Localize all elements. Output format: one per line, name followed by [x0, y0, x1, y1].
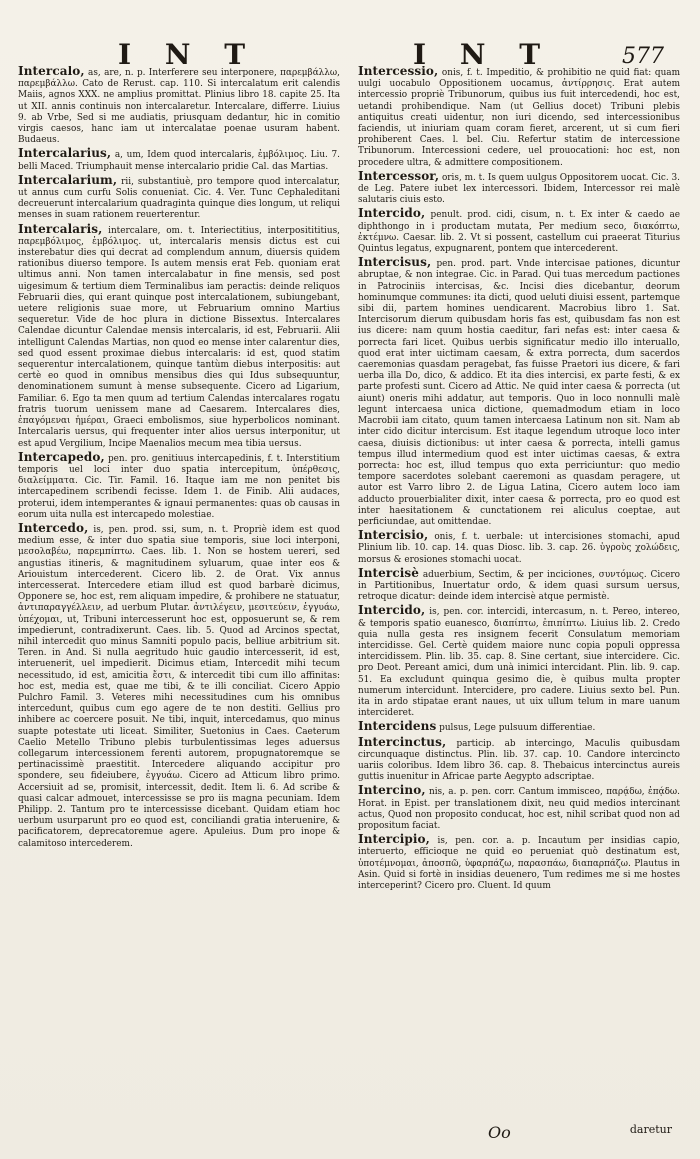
entry-lemma: Intercinctus,: [358, 734, 447, 749]
dictionary-entry: [358, 208, 680, 255]
entry-text: aduerbium, Sectim, & per inciciones, συντόμως. Cicero in Partitionibus, Inuertatur ordo, & idem quasi sursum uersus, retroque dicatur: deinde idem intercisè atque permistè.: [358, 569, 680, 603]
entry-text: pen. pro. genitiuus intercapedinis, f. t. Interstitium temporis uel loci inter duo spatia intercepitum, ὑπέρθεσις, διαλείμματα. Cic. Tir. Famil. 16. Itaque iam me non penitet bis intercapedinem scribendi fecisse. Idem 1. de Finib. Alii audaces, proterui, idem intemperantes & ignaui permanentes: quas ob causas in eorum uita nulla est intercapedo molestiae.: [18, 453, 340, 520]
entry-text: intercalare, om. t. Interiectitius, interpositititius, παρεμβόλιμος, ἐμβόλιμος. ut, intercalaris mensis dictus est cui insterebatur dies qui decrat ad complendum annum, diuersis quidem rationibus diuerso tempore. Is autem mensis erat Feb. quoniam erat ultimus anni. Non tamen intercalabatur in fine mensis, sed post uigesimum & tertium diem Terminalibus iam peractis: deinde reliquos Februarii dies, qui erant quinque post intercalationem, subiungebant, uetere religionis suae more, ut Februarium omnino Martius sequeretur. Vide de hoc plura in dictione Bissextus. Intercalares Calendae dicuntur Calendae mensis intercalaris, id est, Februarii. Alii intelligunt Calendas Martias, non quod eo mense inter calarentur dies, sed quod essent proximae diebus intercalaris: id est, quod statim sequerentur intercalationem, quinque tantùm diebus interpositis: aut certè eo quod in omnibus mensibus dies qui Idus subsequuntur, denominationem sumunt à mense subsequente. Cicero ad Ligarium, Familiar. 6. Ego ta men quum ad tertium Calendas intercalares rogatu fratris tuorum uenissem mane ad Caesarem. Intercalares dies, ἐπαγόμεναι ἡμέραι, Graeci embolismos, siue hyperbolicos nominant. Intercalaris uersus, qui frequenter inter alios uersus interponitur, ut est apud Vergilium, Incipe Maenalios mecum mea tibia uersus.: [18, 225, 340, 449]
entry-lemma: Intercalarium,: [18, 172, 118, 187]
entry-text: as, are, n. p. Interferere seu interponere, παρεμβάλλω, παρεμβάλλω. Cato de Rerust. cap. 110. Si intercalatum erit calendis Maiis, agnos XXX. ne amplius promittat. Plinius libro 18. capite 25. Ita ut XII. annis continuis non intercalaretur. Intercalare, differre. Liuius 9. ab Vrbe, Sed si me audiatis, priusquam dedantur, hic in comitio virgis caesos, hanc iam ut intercalatae poenae usuram habent. Budaeus.: [18, 68, 340, 146]
signature-mark: Oo: [488, 1123, 511, 1142]
page-footer: [18, 1123, 682, 1141]
entry-lemma: Intercalarius,: [18, 146, 112, 161]
dictionary-entry: [358, 66, 680, 169]
dictionary-entry: [18, 449, 340, 521]
dictionary-entry: [18, 172, 340, 222]
right-column: [358, 66, 680, 1134]
right-header-word: I N T: [413, 38, 553, 71]
entry-text: penult. prod. cidi, cisum, n. t. Ex inter & caedo ae diphthongo in i productam mutata, Per medium seco, διακόπτω, ἐκτέμνω. Caesar. lib. 2. Vt si possent, castellum cui praeerat Titurius Quintus legatus, expugnarent, pontem que intercederent.: [358, 210, 680, 255]
dictionary-entry: [18, 148, 340, 172]
dictionary-entry: [358, 734, 680, 784]
entry-lemma: Intercido,: [358, 206, 426, 221]
dictionary-entry: [18, 221, 340, 450]
entry-text: rii, substantiuè, pro tempore quod intercalatur, ut annus cum curfu Solis conueniat. Cic. 4. Ver. Tunc Cephaleditani decreuerunt intercalarium quadraginta quinque dies longum, ut reliqui menses in suam rationem reuerterentur.: [18, 176, 340, 221]
dictionary-entry: [358, 257, 680, 528]
entry-text: pulsus, Lege pulsuum differentiae.: [439, 723, 596, 734]
dictionary-entry: [18, 520, 340, 850]
dictionary-entry: [358, 565, 680, 604]
entry-text: is, pen. prod. ssi, sum, n. t. Propriè idem est quod medium esse, & inter duo spatia siue temporis, siue loci interponi, μεσολαβέω, παρεμπίπτω. Caes. lib. 1. Non se hostem uereri, sed angustias itineris, & magnitudinem syluarum, quae inter eos & Ariouistum intercederent. Cicero lib. 2. de Orat. Vix annus intercesserat. Intercedere etiam illud est quod barbarè dicimus, Opponere se, hoc est, rem aliquam impedire, & prohibere ne statuatur, ἀντιπαραγγέλλειν, ad uerbum Plutar. ἀντιλέγειν, μεσιτεύειν, ἐγγυάω, ὑπέχομαι, ut, Tribuni intercesserunt hoc est, opposuerunt se, & rem impedierunt, contradixerunt. Caes. lib. 5. Quod ad Arcinos spectat, nihil intercedit quo minus Samniti populo pacis, belliue arbitrium sit. Teren. in And. Si nulla aegritudo huic gaudio intercesserit, id est, interuenerit, uel impedierit. Dicimus etiam, Intercedit mihi tecum necessitudo, id est, amicitia ἔστι, & intercedit tibi cum illo affinitas: hoc est, media est, quae me tibi, & te illi conciliat. Cicero Appio Pulchro Famil. 3. Veteres mihi necessitudines cum his omnibus intercedunt, quibus cum ego agere de te non destiti. Gellius pro inhibere ac coercere posuit. Ne tibi, inquit, intercedamus, quo minus suapte potestate uti liceat. Similiter, Suetonius in Caes. Caeterum Caelio Metello Tribuno plebis turbulentissimas leges aduersus collegarum intercessionem ferenti autorem, propugnatoremque se pertinacissimè praestitit. Intercedere aliquando accipitur pro spondere, seu fideiubere, ἐγγυάω. Cicero ad Atticum libro primo. Accersiuit ad se, promisit, intercessit, dedit. Item li. 6. Ad scribe & quasi calcar admouet, intercessisse se pro iis magna pecuniam. Idem Philipp. 2. Tantum pro te intercessisse dicebant. Quidam etiam hoc uerbum usurparunt pro eo quod est, conciliandi gratia interuenire, & pacificatorem, deprecatoremue agere. Apuleius. Dum pro inope & calamitoso intercederem.: [18, 524, 340, 849]
dictionary-columns: [18, 66, 682, 1134]
entry-text: nis, a. p. pen. corr. Cantum immisceo, παρᾴδω, ἐπᾴδω. Horat. in Epist. per translationem dixit, neu quid medios intercinant actus, Quod non proposito conducat, hoc est, nihil scribat quod non ad propositum faciat.: [358, 787, 680, 831]
catchword: daretur: [629, 1123, 672, 1136]
entry-text: onis, f. t. uerbale: ut intercisiones stomachi, apud Plinium lib. 10. cap. 14. quas Diosc. lib. 3. cap. 26. ὑγροὺς χολώδεις, morsus & erosiones stomachi uocat.: [358, 532, 680, 565]
entry-lemma: Intercido,: [358, 603, 426, 618]
dictionary-entry: [358, 834, 680, 892]
entry-lemma: Intercapedo,: [18, 449, 105, 464]
page-number: 577: [622, 44, 664, 69]
entry-lemma: Intercessor,: [358, 168, 440, 183]
entry-lemma: Intercisio,: [358, 528, 429, 543]
entry-lemma: Intercino,: [358, 783, 426, 798]
dictionary-entry: [358, 721, 680, 734]
entry-text: pen. prod. part. Vnde intercisae pationes, dicuntur abruptae, & non integrae. Cic. in Parad. Qui tuas mercedum pactiones in Patrociniis intercisas, &c. Incisi dies dicebantur, deorum hominumque communes: ita dicti, quod ueluti diuisi essent, partemque sibi dii, partem homines uendicarent. Macrobius libro 1. Sat. Intercisorum dierum quibusdam horis fas est, quibusdam fas non est ius dicere: nam quum hostia caeditur, fari nefas est: inter caesa & porrecta fari licet. Quibus uerbis significatur medio illo interuallo, quod erat inter uictimam caesam, & extra porrecta, dum sacerdos caeremonias quasdam peragebat, fas fuisse Praetori ius dicere, & fari uerba illa Do, dico, & addico. Et ita dies intercisi, ex parte festi, & ex parte profesti sunt. Cicero ad Attic. Ne quid inter caesa & porrecta (ut aiunt) oneris mihi addatur, aut temporis. Quo in loco nonnulli malè legunt intercaesa unica dictione, quemadmodum etiam in loco Macrobii iam citato, quum tamen intercaesa Latinum non sit. Nam ab inter cido dicitur intercisum. Est itaque legendum utroque loco inter caesa, diuisis dictionibus: ut inter caesa & porrecta, intelli gamus tempus illud intermedium quod est inter uictimas caesas, & extra porrecta: hoc est, illud tempus quo exta perriciuntur: quo medio tempore sacerdotes solebant caeremoni as quasdam peragere, ut autor est Varro libro 2. de Ligua Latina, Cicero autem loco iam adducto prouerbialiter dixit, inter caesa & porrecta, pro eo quod est inter haesitationem & cunctationem rei aliculus coeptae, aut perficiundae, aut omittendae.: [358, 259, 680, 527]
dictionary-entry: [18, 66, 340, 146]
entry-lemma: Intercidens: [358, 719, 437, 734]
entry-text: onis, f. t. Impeditio, & prohibitio ne quid fiat: quam uulgi uocabulo Oppositionem uocamus, ἀντίρρησις. Erat autem intercessio propriè Tribunorum, quibus ius fuit intercedendi, hoc est, uetandi prohibendique. Nam (ut Gellius docet) Tribuni plebis antiquitus creati uidentur, non iuri dicendo, sed intercessionibus faciendis, ut iniuriam quam coram fieret, arcerent, ut si cum fieri prohiberent Caes. l. bel. Ciu. Refertur statim de intercessione Tribunorum. Intercessioni cedere, uel prouocationi: hoc est, non procedere ultra, & admittere compositionem.: [358, 68, 680, 168]
entry-text: particip. ab intercingo, Maculis quibusdam circunquaque distinctus. Plin. lib. 37. cap. 10. Candore intercincto uariis coloribus. Idem libro 36. cap. 8. Thebaicus intercinctus aureis guttis inuenitur in Africae parte Aegypto adscriptae.: [358, 738, 680, 783]
dictionary-entry: [358, 605, 680, 719]
entry-lemma: Intercipio,: [358, 832, 430, 847]
dictionary-entry: [358, 530, 680, 566]
left-header-word: I N T: [118, 38, 258, 71]
entry-lemma: Intercessio,: [358, 66, 439, 78]
entry-text: oris, m. t. Is quem uulgus Oppositorem uocat. Cic. 3. de Leg. Patere iubet lex intercessori. Ibidem, Intercessor rei malè salutaris ciuis esto.: [358, 172, 680, 206]
entry-text: is, pen. cor. intercidi, intercasum, n. t. Pereo, intereo, & temporis spatio euanesco, διαπίπτω, ἐπιπίπτω. Liuius lib. 2. Credo quia nulla gesta res insignem fecerit Consulatum memoriam intercidisse. Gel. Certè quidem maiore nunc copia populi oppressa intercidissem. Plin. lib. 35. cap. 8. Sine certant, siue intercidere. Cic. pro Deot. Pereant amici, dum unà inimici intercidant. Plin. lib. 9. cap. 51. Ea excludunt quinqua gesimo die, è quibus multa propter numerum intercidunt. Intercidere, pro cadere. Liuius sexto bel. Pun. ita in ardo stipatae erant naues, ut uix ullum telum in mare uanum intercideret.: [358, 607, 680, 719]
entry-lemma: Intercalo,: [18, 66, 85, 78]
entry-lemma: Intercisus,: [358, 255, 432, 270]
dictionary-entry: [358, 785, 680, 832]
running-header: [18, 28, 682, 71]
entry-lemma: Intercalaris,: [18, 221, 103, 236]
dictionary-entry: [358, 168, 680, 207]
left-column: [18, 66, 340, 1134]
entry-text: is, pen. cor. a. p. Incautum per insidias capio, interuerto, efficioque ne quid eo perueniat quò destinatum est, ὑποτέμνομαι, ἀποσπῶ, ὑφαρπάζω, παρασπάω, διαπαρπάζω. Plautus in Asin. Quid si fortè in insidias deuenero, Tum redimes me si me hostes interceperint? Cicero pro. Cluent. Id quum: [358, 836, 680, 892]
entry-lemma: Intercedo,: [18, 520, 89, 535]
entry-lemma: Intercisè: [358, 565, 419, 580]
entry-text: a, um, Idem quod intercalaris, ἐμβόλιμος. Liu. 7. belli Maced. Triumphauit mense intercalario pridie Cal. das Martias.: [18, 150, 340, 172]
